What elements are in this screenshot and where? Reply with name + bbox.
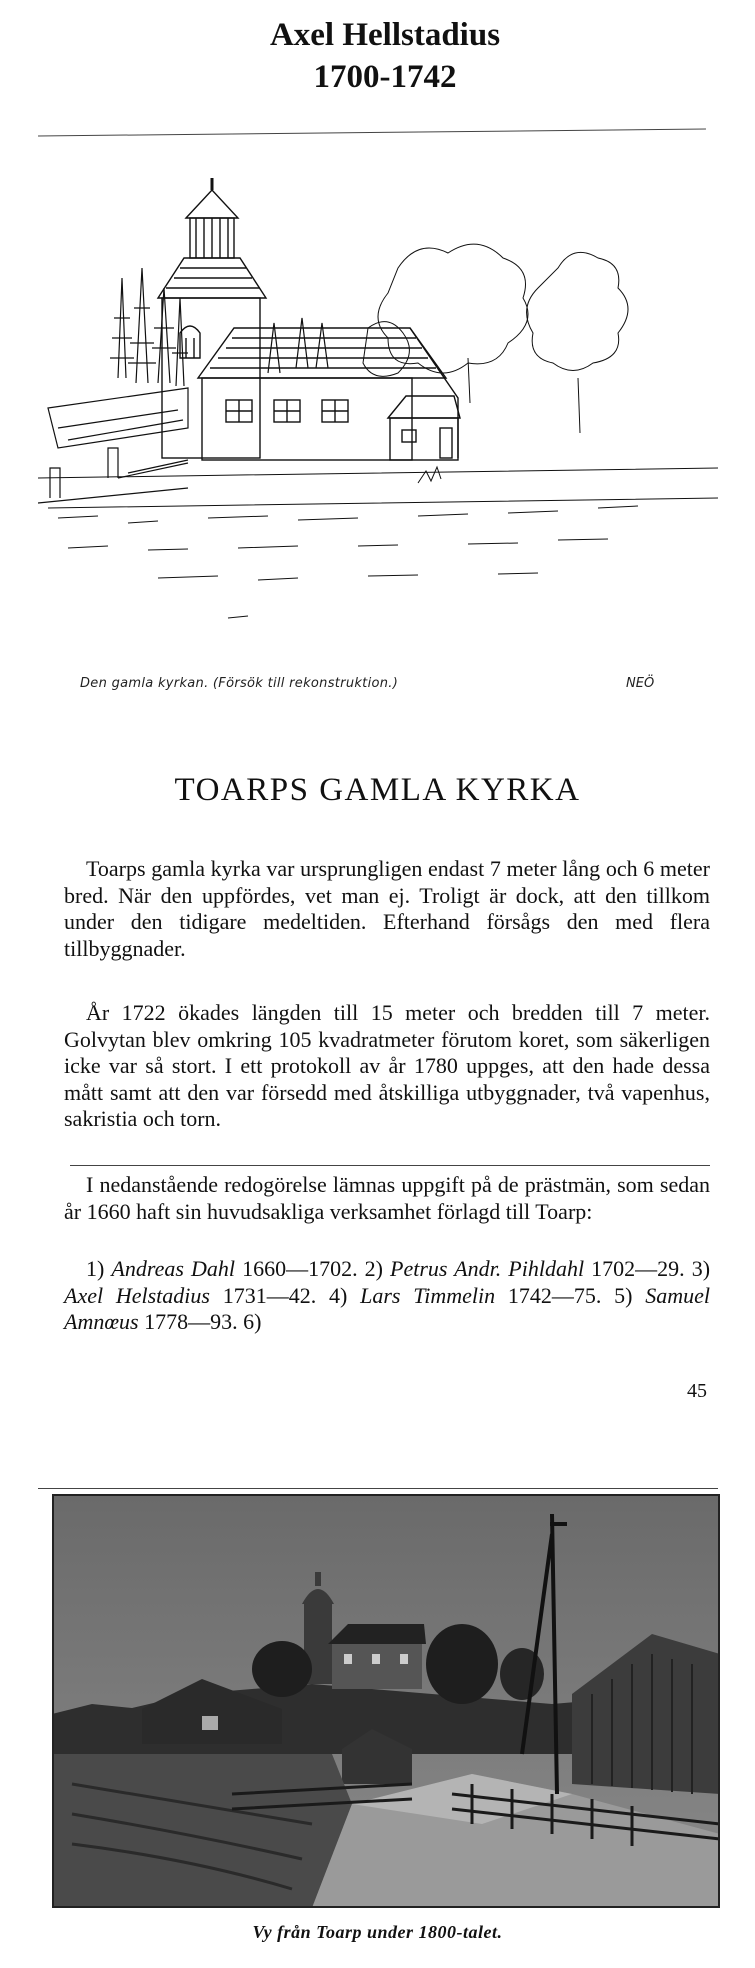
paragraph-3: I nedanstående redogörelse lämnas uppgift på de prästmän, som sedan år 1660 haft sin huvudsakliga verksamhet förlagd till Toarp:	[64, 1172, 710, 1224]
photo-top-divider	[38, 1488, 718, 1489]
ground-marks	[38, 467, 718, 618]
village-photo	[52, 1494, 720, 1908]
paragraph-1: Toarps gamla kyrka var ursprungligen endast 7 meter lång och 6 meter bred. När den uppfördes, vet man ej. Troligt är dock, att den tillkom under den tidigare medeltiden. Efterhand försågs den med flera tillbyggnader.	[64, 856, 710, 961]
paragraph-2: År 1722 ökades längden till 15 meter och bredden till 7 meter. Golvytan blev omkring 105 kvadratmeter förutom koret, som säkerligen icke var så stort. I ett protokoll av år 1780 uppges, att den hade dessa mått samt att den var försedd med åtskilliga utbyggnader, två vapenhus, sakristia och torn.	[64, 1000, 710, 1131]
priest-name: Andreas Dahl	[111, 1256, 235, 1281]
page-number: 45	[687, 1380, 707, 1402]
sketch-signature: NEÖ	[626, 676, 655, 691]
priest-list: 1) Andreas Dahl 1660—1702. 2) Petrus Andr. Pihldahl 1702—29. 3) Axel Helstadius 1731—42. 4) Lars Timmelin 1742—75. 5) Samuel Amnœus 1778—93. 6)	[64, 1256, 711, 1334]
priest-name: Axel Helstadius	[64, 1282, 210, 1308]
church-tower	[158, 178, 266, 458]
church-sketch	[38, 178, 718, 718]
title-name: Axel Hellstadius	[269, 17, 501, 53]
top-divider	[38, 129, 706, 137]
church-nave	[198, 328, 460, 460]
mid-divider	[70, 1165, 710, 1166]
priest-name: Samuel Amnœus	[64, 1282, 711, 1334]
priest-name: Lars Timmelin	[360, 1282, 496, 1308]
sketch-caption: Den gamla kyrkan. (Försök till rekonstruktion.)	[80, 676, 399, 691]
article-heading: TOARPS GAMLA KYRKA	[174, 772, 581, 808]
title-years: 1700-1742	[313, 59, 457, 95]
page-title	[0, 14, 755, 98]
photo-caption: Vy från Toarp under 1800-talet.	[252, 1922, 503, 1942]
stone-wall	[38, 388, 188, 503]
priest-name: Petrus Andr. Pihldahl	[390, 1256, 585, 1281]
